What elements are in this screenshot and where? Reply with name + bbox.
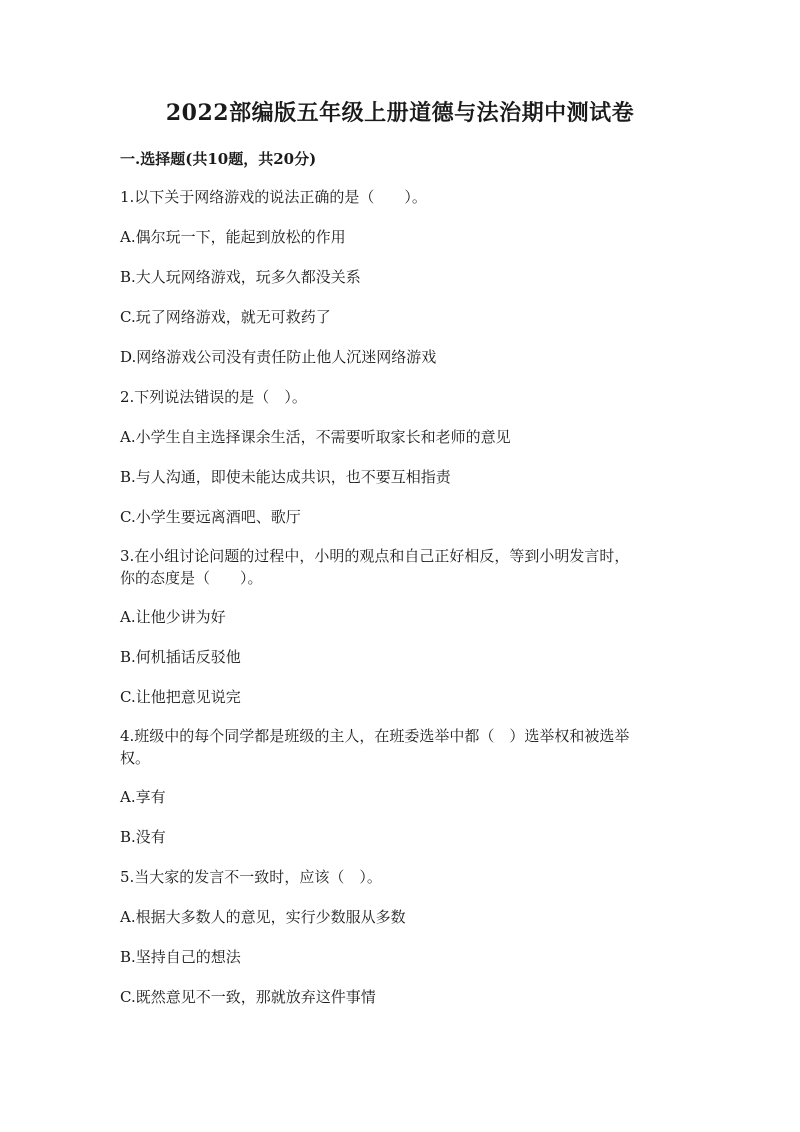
question-2-option-a: A.小学生自主选择课余生活，不需要听取家长和老师的意见: [120, 428, 511, 446]
question-2-stem: 2.下列说法错误的是（ ）。: [120, 388, 307, 406]
question-1-option-b: B.大人玩网络游戏，玩多久都没关系: [120, 268, 361, 286]
question-3-stem-line-1: 3.在小组讨论问题的过程中，小明的观点和自己正好相反，等到小明发言时，: [120, 547, 630, 565]
question-1-stem: 1.以下关于网络游戏的说法正确的是（ ）。: [120, 188, 427, 206]
question-1-option-d: D.网络游戏公司没有责任防止他人沉迷网络游戏: [120, 348, 437, 366]
question-3-option-b: B.何机插话反驳他: [120, 648, 241, 666]
question-5-option-b: B.坚持自己的想法: [120, 948, 241, 966]
question-4-stem-line-1: 4.班级中的每个同学都是班级的主人，在班委选举中都（ ）选举权和被选举: [120, 727, 630, 745]
question-5-option-c: C.既然意见不一致，那就放弃这件事情: [120, 988, 376, 1006]
page-title: 2022部编版五年级上册道德与法治期中测试卷: [165, 100, 635, 126]
question-4-option-b: B.没有: [120, 828, 166, 846]
question-3-stem-line-2: 你的态度是（ ）。: [120, 569, 263, 587]
question-4-stem-line-2: 权。: [120, 749, 151, 767]
question-2-option-b: B.与人沟通，即使未能达成共识，也不要互相指责: [120, 468, 451, 486]
question-1-option-c: C.玩了网络游戏，就无可救药了: [120, 308, 331, 326]
question-5-option-a: A.根据大多数人的意见，实行少数服从多数: [120, 908, 406, 926]
question-3-option-c: C.让他把意见说完: [120, 688, 241, 706]
question-3-option-a: A.让他少讲为好: [120, 608, 226, 626]
question-4-option-a: A.享有: [120, 788, 166, 806]
question-2-option-c: C.小学生要远离酒吧、歌厅: [120, 508, 301, 526]
question-1-option-a: A.偶尔玩一下，能起到放松的作用: [120, 228, 346, 246]
question-5-stem: 5.当大家的发言不一致时，应该（ ）。: [120, 868, 382, 886]
section-heading: 一.选择题(共10题，共20分): [120, 150, 317, 168]
